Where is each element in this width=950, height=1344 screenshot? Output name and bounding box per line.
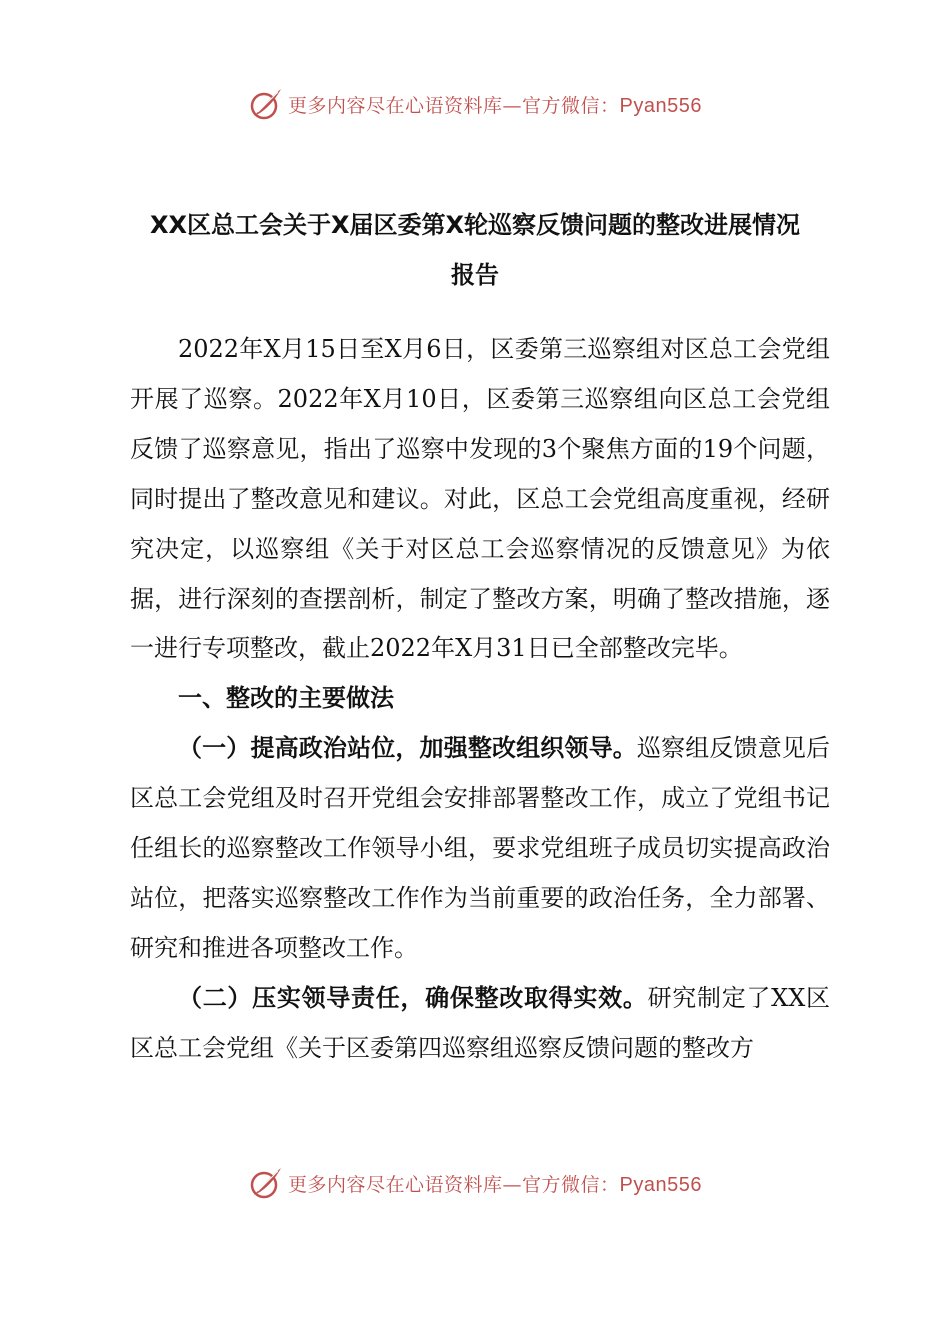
banner-dash: —: [502, 94, 523, 117]
banner-account-id: Pyan556: [619, 1173, 702, 1196]
item-2-lead: （二）压实领导责任，确保整改取得实效。: [178, 983, 648, 1012]
document-title: [120, 200, 830, 300]
item-1-text: 巡察组反馈意见后区总工会党组及时召开党组会安排部署整改工作，成立了党组书记任组长的巡察整改工作领导小组，要求党组班子成员切实提高政治站位，把落实巡察整改工作作为当前重要的政治任务，全力部署、研究和推进各项整改工作。: [130, 734, 830, 962]
footer-watermark-banner: [0, 1163, 950, 1203]
banner-account-label: 官方微信：: [522, 1173, 620, 1196]
item-1-lead: （一）提高政治站位，加强整改组织领导。: [178, 734, 637, 763]
banner-account-label: 官方微信：: [522, 94, 620, 117]
document-body: [130, 325, 830, 1074]
title-line-1: XX区总工会关于X届区委第X轮巡察反馈问题的整改进展情况: [149, 211, 800, 239]
header-watermark-banner: [0, 84, 950, 124]
quill-pen-logo-icon: [248, 86, 284, 122]
banner-text: [288, 1170, 702, 1197]
quill-pen-logo-icon: [248, 1165, 284, 1201]
intro-paragraph: 2022年X月15日至X月6日，区委第三巡察组对区总工会党组开展了巡察。2022年X月10日，区委第三巡察组向区总工会党组反馈了巡察意见，指出了巡察中发现的3个聚焦方面的19个问题，同时提出了整改意见和建议。对此，区总工会党组高度重视，经研究决定，以巡察组《关于对区总工会巡察情况的反馈意见》为依据，进行深刻的查摆剖析，制定了整改方案，明确了整改措施，逐一进行专项整改，截止2022年X月31日已全部整改完毕。: [130, 335, 830, 663]
section-1-heading: 一、整改的主要做法: [178, 684, 394, 713]
item-2-text: 研究制定了XX区区总工会党组《关于区委第四巡察组巡察反馈问题的整改方: [130, 983, 831, 1062]
banner-main-text: 更多内容尽在心语资料库: [288, 1173, 503, 1196]
item-2-paragraph: [130, 974, 830, 1074]
banner-main-text: 更多内容尽在心语资料库: [288, 94, 503, 117]
banner-dash: —: [502, 1173, 523, 1196]
title-line-2: 报告: [451, 261, 499, 289]
item-1-paragraph: [130, 724, 830, 974]
banner-account-id: Pyan556: [619, 94, 702, 117]
banner-text: [288, 91, 702, 118]
